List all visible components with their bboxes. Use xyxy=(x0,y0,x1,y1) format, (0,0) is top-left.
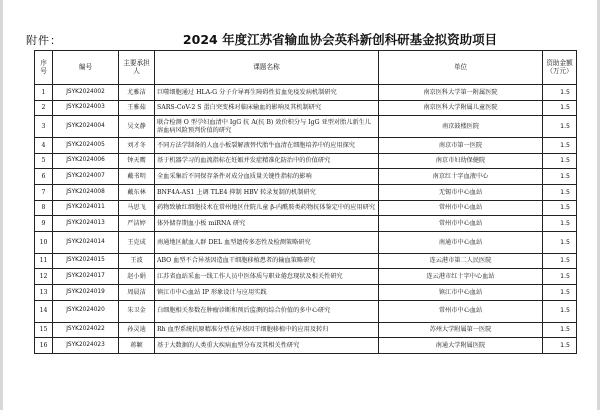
table-row xyxy=(35,138,577,154)
funding-table xyxy=(34,50,577,354)
cell-seq: 7 xyxy=(35,184,53,200)
cell-title: 联合检测 O 型孕妇血清中 IgG 抗 A(抗 B) 效价积分与 IgG 亚型对胎儿新生儿溶血病风险预判价值的研究 xyxy=(155,116,379,138)
table-row xyxy=(35,153,577,169)
header-amount: 资助金额（万元） xyxy=(543,51,577,85)
table-header-row xyxy=(35,51,577,85)
header-lead: 主要承担人 xyxy=(119,51,155,85)
cell-title: 不同方法学制备的人血小板裂解液替代胎牛血清在细胞培养中的应用探究 xyxy=(155,138,379,154)
cell-id: JSYK2024008 xyxy=(53,184,119,200)
cell-amount: 1.5 xyxy=(543,100,577,116)
cell-id: JSYK2024017 xyxy=(53,269,119,285)
cell-seq: 15 xyxy=(35,322,53,338)
cell-lead: 蒋颖 xyxy=(119,338,155,354)
table-row xyxy=(35,338,577,354)
cell-seq: 12 xyxy=(35,269,53,285)
cell-title: SARS-CoV-2 S 蛋白突变株对临床输血的影响及其机制研究 xyxy=(155,100,379,116)
cell-lead: 朱卫金 xyxy=(119,300,155,322)
cell-id: JSYK2024019 xyxy=(53,284,119,300)
table-row xyxy=(35,100,577,116)
cell-seq: 2 xyxy=(35,100,53,116)
attachment-label: 附件： xyxy=(26,34,62,47)
table-row xyxy=(35,169,577,185)
cell-title: 全血采集后不同保存条件对成分血质量关键性指标的影响 xyxy=(155,169,379,185)
table-row xyxy=(35,184,577,200)
cell-unit: 南京医科大学第一附属医院 xyxy=(379,85,543,101)
cell-id: JSYK2024014 xyxy=(53,231,119,253)
cell-amount: 1.5 xyxy=(543,300,577,322)
cell-title: 白细胞相关参数在肿瘤诊断和预后监测的综合价值的多中心研究 xyxy=(155,300,379,322)
cell-lead: 孙灵迪 xyxy=(119,322,155,338)
cell-lead: 赵小娟 xyxy=(119,269,155,285)
cell-amount: 1.5 xyxy=(543,253,577,269)
cell-unit: 南通大学附属医院 xyxy=(379,338,543,354)
cell-lead: 严洁婷 xyxy=(119,216,155,232)
cell-title: 南通地区献血人群 DEL 血型遗传多态性及检测策略研究 xyxy=(155,231,379,253)
cell-amount: 1.5 xyxy=(543,116,577,138)
table-row xyxy=(35,231,577,253)
cell-lead: 马思飞 xyxy=(119,200,155,216)
cell-title: 基于大数据的人类重大疾病血型分布及其相关性研究 xyxy=(155,338,379,354)
cell-seq: 8 xyxy=(35,200,53,216)
cell-lead: 吴文静 xyxy=(119,116,155,138)
cell-seq: 6 xyxy=(35,169,53,185)
cell-title: 江苏省血站采血一线工作人员中医体质与职业倦怠现状及相关性研究 xyxy=(155,269,379,285)
cell-seq: 4 xyxy=(35,138,53,154)
table-row xyxy=(35,284,577,300)
cell-title: 镇江市中心血站 IP 形象设计与应用实践 xyxy=(155,284,379,300)
table-row xyxy=(35,300,577,322)
funding-table-container xyxy=(34,50,576,354)
cell-lead: 王雅茹 xyxy=(119,100,155,116)
cell-lead: 尤雅洁 xyxy=(119,85,155,101)
cell-seq: 16 xyxy=(35,338,53,354)
table-row xyxy=(35,200,577,216)
cell-lead: 钟天鹰 xyxy=(119,153,155,169)
cell-id: JSYK2024015 xyxy=(53,253,119,269)
cell-title: 体外储存期血小板 miRNA 研究 xyxy=(155,216,379,232)
cell-amount: 1.5 xyxy=(543,153,577,169)
cell-seq: 14 xyxy=(35,300,53,322)
cell-lead: 王波 xyxy=(119,253,155,269)
cell-title: BNF4A-AS1 上调 TLE4 抑制 HBV 转录复制的机制研究 xyxy=(155,184,379,200)
cell-id: JSYK2024020 xyxy=(53,300,119,322)
cell-unit: 无锡市中心血站 xyxy=(379,184,543,200)
cell-amount: 1.5 xyxy=(543,85,577,101)
cell-unit: 南京市第一医院 xyxy=(379,138,543,154)
header-id: 编号 xyxy=(53,51,119,85)
cell-seq: 10 xyxy=(35,231,53,253)
cell-unit: 常州市中心血站 xyxy=(379,300,543,322)
cell-id: JSYK2024006 xyxy=(53,153,119,169)
cell-amount: 1.5 xyxy=(543,231,577,253)
document-title: 2024 年度江苏省输血协会英科新创科研基金拟资助项目 xyxy=(182,32,498,47)
cell-unit: 南京红十字血液中心 xyxy=(379,169,543,185)
cell-unit: 苏州大学附属第一医院 xyxy=(379,322,543,338)
cell-amount: 1.5 xyxy=(543,184,577,200)
cell-id: JSYK2024023 xyxy=(53,338,119,354)
cell-id: JSYK2024022 xyxy=(53,322,119,338)
cell-unit: 南京医科大学附属儿童医院 xyxy=(379,100,543,116)
cell-amount: 1.5 xyxy=(543,338,577,354)
cell-unit: 南京鼓楼医院 xyxy=(379,116,543,138)
cell-id: JSYK2024007 xyxy=(53,169,119,185)
cell-title: 巨噬细胞通过 HLA-G 分子介导再生障碍性贫血免疫发病机制研究 xyxy=(155,85,379,101)
header-title: 课题名称 xyxy=(155,51,379,85)
cell-amount: 1.5 xyxy=(543,169,577,185)
cell-amount: 1.5 xyxy=(543,322,577,338)
table-row xyxy=(35,253,577,269)
cell-lead: 戴东林 xyxy=(119,184,155,200)
table-row xyxy=(35,216,577,232)
cell-unit: 南京市妇幼保健院 xyxy=(379,153,543,169)
table-row xyxy=(35,85,577,101)
cell-seq: 13 xyxy=(35,284,53,300)
cell-unit: 南通市中心血站 xyxy=(379,231,543,253)
cell-title: Rh 血型系统抗原精准分型在异基因干细胞移植中的应用及转归 xyxy=(155,322,379,338)
header-seq: 序号 xyxy=(35,51,53,85)
cell-seq: 9 xyxy=(35,216,53,232)
cell-amount: 1.5 xyxy=(543,138,577,154)
cell-seq: 3 xyxy=(35,116,53,138)
cell-title: ABO 血型不合异基因造血干细胞移植患者的输血策略研究 xyxy=(155,253,379,269)
table-row xyxy=(35,116,577,138)
cell-unit: 连云港市红十字中心血站 xyxy=(379,269,543,285)
cell-id: JSYK2024004 xyxy=(53,116,119,138)
page-edge-left xyxy=(0,0,3,410)
cell-amount: 1.5 xyxy=(543,284,577,300)
cell-seq: 11 xyxy=(35,253,53,269)
cell-amount: 1.5 xyxy=(543,216,577,232)
cell-seq: 1 xyxy=(35,85,53,101)
table-row xyxy=(35,269,577,285)
cell-lead: 周晨洁 xyxy=(119,284,155,300)
cell-amount: 1.5 xyxy=(543,269,577,285)
cell-amount: 1.5 xyxy=(543,200,577,216)
cell-id: JSYK2024005 xyxy=(53,138,119,154)
header-unit: 单位 xyxy=(379,51,543,85)
cell-id: JSYK2024013 xyxy=(53,216,119,232)
cell-unit: 常州市中心血站 xyxy=(379,216,543,232)
cell-lead: 戴书明 xyxy=(119,169,155,185)
cell-title: 药物致敏红细胞技术在常州地区住院儿童 β-内酰胺类药物抗体鉴定中的应用研究 xyxy=(155,200,379,216)
cell-id: JSYK2024003 xyxy=(53,100,119,116)
cell-id: JSYK2024011 xyxy=(53,200,119,216)
cell-unit: 常州市中心血站 xyxy=(379,200,543,216)
cell-unit: 镇江市中心血站 xyxy=(379,284,543,300)
cell-id: JSYK2024002 xyxy=(53,85,119,101)
cell-unit: 连云港市第二人民医院 xyxy=(379,253,543,269)
cell-lead: 王克成 xyxy=(119,231,155,253)
cell-seq: 5 xyxy=(35,153,53,169)
cell-title: 基于机器学习的血流指标在妊娠并发症精准化防治中的价值研究 xyxy=(155,153,379,169)
table-row xyxy=(35,322,577,338)
cell-lead: 刘才冬 xyxy=(119,138,155,154)
